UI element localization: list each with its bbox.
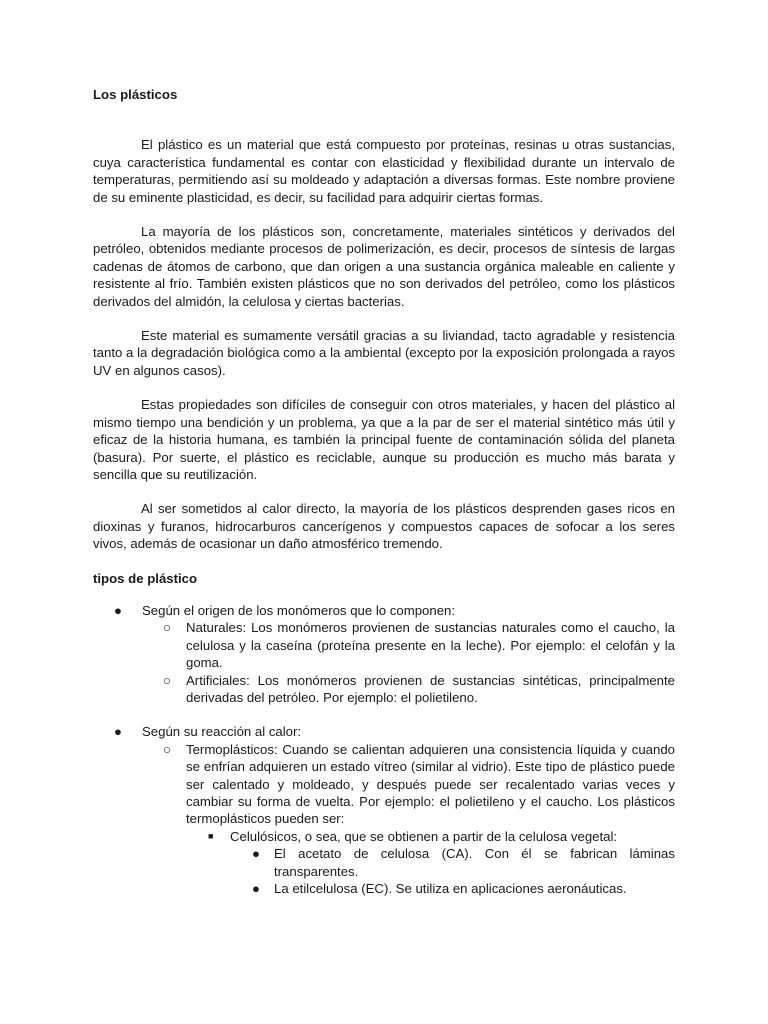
section-heading-types: tipos de plástico xyxy=(93,570,198,586)
list-item xyxy=(230,845,675,880)
document-title: Los plásticos xyxy=(93,87,178,102)
list-item xyxy=(142,672,675,707)
sublist xyxy=(142,619,675,706)
list-item xyxy=(230,880,675,897)
paragraph: Al ser sometidos al calor directo, la mayoría de los plásticos desprenden gases ricos en dioxinas y furanos, hidrocarburos cancerígenos y compuestos capaces de sofocar a los seres vivos, además de ocasionar un daño atmosférico tremendo. xyxy=(93,501,675,552)
list-item xyxy=(142,741,675,898)
list-item-text: El acetato de celulosa (CA). Con él se fabrican láminas transparentes. xyxy=(274,846,675,879)
list-item-text: Celulósicos, o sea, que se obtienen a partir de la celulosa vegetal: xyxy=(230,828,618,844)
plastic-types-list xyxy=(93,602,675,898)
paragraph: Este material es sumamente versátil gracias a su liviandad, tacto agradable y resistencia tanto a la degradación biológica como a la ambiental (excepto por la exposición prolongada a rayos UV en algunos casos). xyxy=(93,328,675,378)
paragraph: La mayoría de los plásticos son, concretamente, materiales sintéticos y derivados del petróleo, obtenidos mediante procesos de polimerización, es decir, procesos de síntesis de largas cadenas de átomos de carbono, que dan origen a una sustancia orgánica maleable en caliente y resistente al frío. También existen plásticos que no son derivados del petróleo, como los plásticos derivados del almidón, la celulosa y ciertas bacterias. xyxy=(93,224,675,309)
list-item-text: Termoplásticos: Cuando se calientan adquieren una consistencia líquida y cuando se enfrían adquieren un estado vítreo (similar al vidrio). Este tipo de plástico puede ser calentado y moldeado, y después puede ser recalentado varias veces y cambiar su forma de vuelta. Por ejemplo: el polietileno y el caucho. Los plásticos termoplásticos pueden ser: xyxy=(186,741,675,827)
bullet-square-icon: ■ xyxy=(208,830,214,841)
list-item-text: Artificiales: Los monómeros provienen de sustancias sintéticas, principalmente derivadas del petróleo. Por ejemplo: el polietileno. xyxy=(186,672,675,705)
sublist xyxy=(230,845,675,897)
bullet-dot-icon: ● xyxy=(114,724,122,740)
paragraph: Estas propiedades son difíciles de conseguir con otros materiales, y hacen del plástico al mismo tiempo una bendición y un problema, ya que a la par de ser el material sintético más útil y eficaz de la historia humana, es también la principal fuente de contaminación sólida del planeta (basura). Por suerte, el plástico es reciclable, aunque su producción es mucho más barata y sencilla que su reutilización. xyxy=(93,397,675,482)
list-item xyxy=(93,723,675,897)
list-item-text: Naturales: Los monómeros provienen de sustancias naturales como el caucho, la celulosa y la caseína (proteína presente en la leche). Por ejemplo: el celofán y la goma. xyxy=(186,620,675,671)
bullet-dot-icon: ● xyxy=(114,602,122,618)
list-item xyxy=(142,619,675,671)
list-item xyxy=(93,602,675,706)
bullet-circle-icon: ○ xyxy=(163,672,171,688)
document-body xyxy=(93,86,675,914)
bullet-dot-icon: ● xyxy=(252,846,260,862)
sublist xyxy=(142,741,675,898)
paragraph: El plástico es un material que está compuesto por proteínas, resinas u otras sustancias, cuya característica fundamental es contar con elasticidad y flexibilidad durante un intervalo de temperaturas, permitiendo así su moldeado y adaptación a diversas formas. Este nombre proviene de su eminente plasticidad, es decir, su facilidad para adquirir ciertas formas. xyxy=(93,137,675,205)
list-item xyxy=(186,828,675,898)
list-item-text: Según su reacción al calor: xyxy=(142,724,302,740)
list-item-text: Según el origen de los monómeros que lo componen: xyxy=(142,602,456,618)
bullet-dot-icon: ● xyxy=(252,881,260,897)
list-item-text: La etilcelulosa (EC). Se utiliza en aplicaciones aeronáuticas. xyxy=(274,881,627,897)
bullet-circle-icon: ○ xyxy=(163,620,171,636)
bullet-circle-icon: ○ xyxy=(163,741,171,757)
sublist xyxy=(186,828,675,898)
